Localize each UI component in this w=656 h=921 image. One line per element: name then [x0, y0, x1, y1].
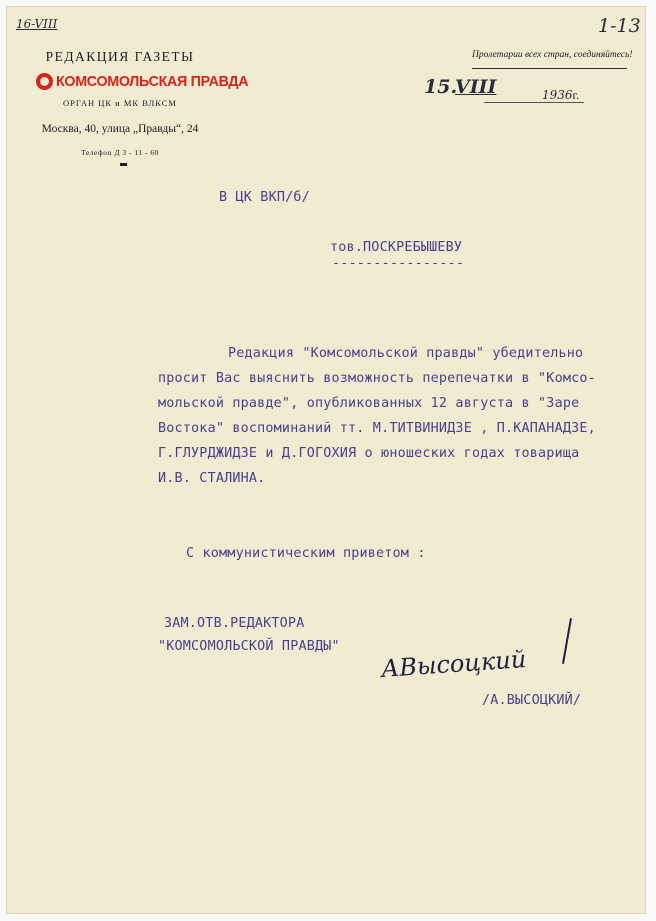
body-line-1: Редакция "Комсомольской правды" убедительно: [228, 346, 584, 361]
slogan: Пролетарии всех стран, соединяйтесь!: [472, 50, 633, 60]
recipient-line-1: В ЦК ВКП/б/: [219, 190, 310, 205]
letterhead-title: РЕДАКЦИЯ ГАЗЕТЫ: [45, 49, 195, 64]
body-line-5: Г.ГЛУРДЖИДЗЕ и Д.ГОГОХИЯ о юношеских годах товарища: [158, 446, 580, 461]
body-line-4: Востока" воспоминаний тт. М.ТИТВИНИДЗЕ , П.КАПАНАДЗЕ,: [158, 421, 596, 436]
signatory-position-1: ЗАМ.ОТВ.РЕДАКТОРА: [164, 616, 305, 631]
slogan-rule: [472, 68, 627, 69]
body-line-2: просит Вас выяснить возможность перепечатки в "Комсо-: [158, 371, 596, 386]
closing-line: С коммунистическим приветом :: [186, 546, 426, 561]
body-line-6: И.В. СТАЛИНА.: [158, 471, 266, 486]
date-month: VIII: [455, 76, 497, 98]
date-day: 15.: [424, 76, 458, 98]
recipient-line-2: тов.ПОСКРЕБЫШЕВУ: [330, 240, 463, 255]
body-line-3: мольской правде", опубликованных 12 августа в "Заре: [158, 396, 580, 411]
newspaper-logo: [36, 70, 258, 92]
date-year-suffix: г.: [572, 88, 580, 102]
signatory-name: /А.ВЫСОЦКИЙ/: [482, 693, 582, 708]
date-year: [542, 88, 579, 103]
signatory-position-2: "КОМСОМОЛЬСКОЙ ПРАВДЫ": [158, 639, 340, 654]
logo-text: КОМСОМОЛЬСКАЯ ПРАВДА: [56, 72, 249, 90]
signature-stroke: [562, 618, 572, 664]
letter-sheet: [6, 6, 646, 914]
letterhead-address: Москва, 40, улица „Правды“, 24: [41, 123, 199, 135]
letterhead-phone: Телефон Д 3 - 11 - 60: [81, 148, 159, 157]
archive-page-number: 1-13: [598, 15, 641, 37]
archive-mark: 16-VIII: [16, 17, 58, 31]
badge-icon: [36, 73, 53, 90]
handwritten-signature: АВысоцкий: [380, 644, 528, 684]
recipient-underline: ----------------: [332, 256, 465, 271]
letterhead-organ: ОРГАН ЦК и МК ВЛКСМ: [62, 98, 177, 108]
date-year-value: 1936: [542, 88, 573, 102]
letterhead-mark: [120, 163, 127, 166]
